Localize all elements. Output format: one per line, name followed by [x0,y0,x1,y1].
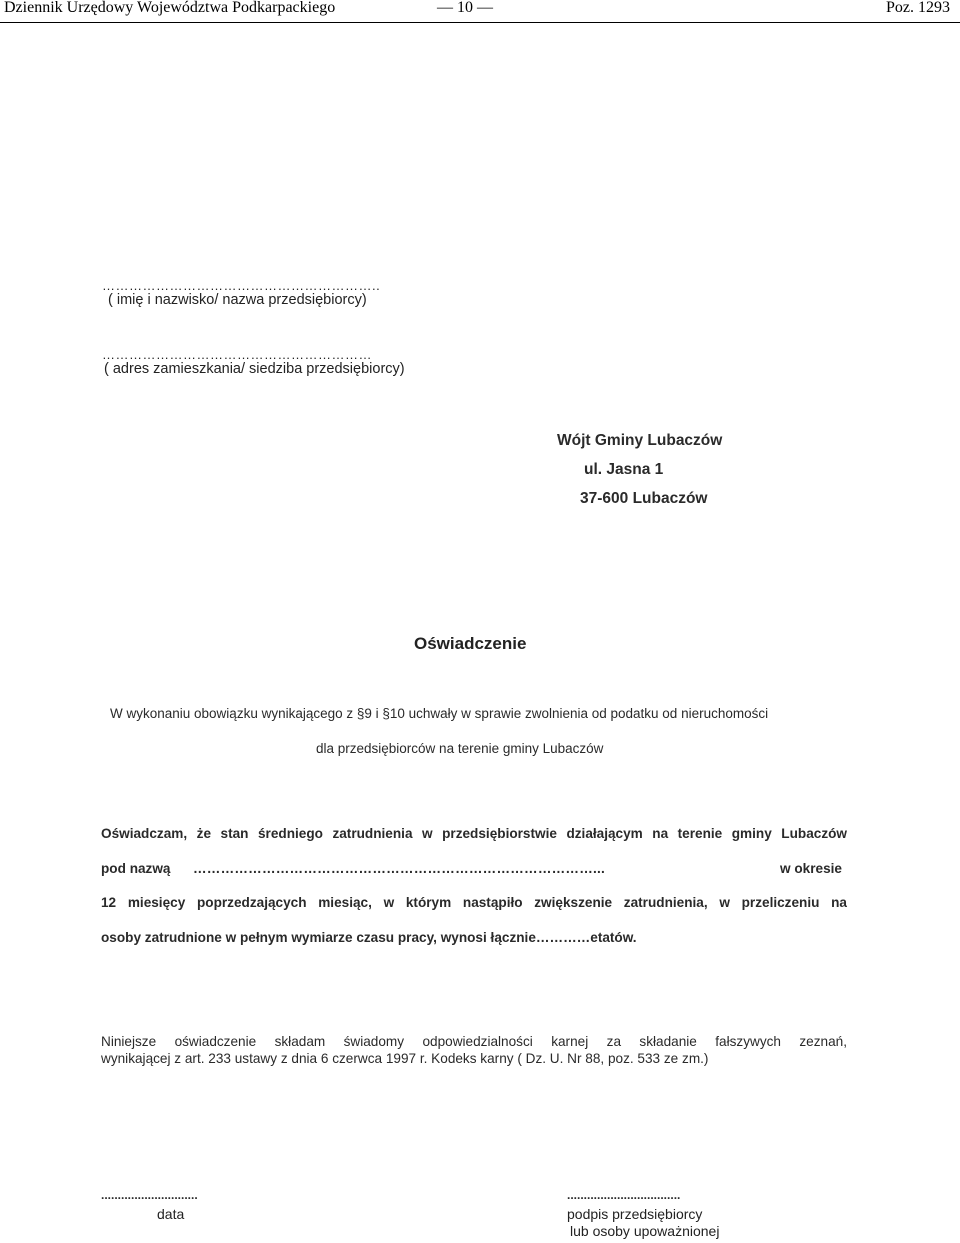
applicant-name-dots: …………………………………………………….. [102,278,381,293]
recipient-line-1: Wójt Gminy Lubaczów [557,432,723,449]
signature-dots: .................................. [567,1188,681,1202]
liability-note-line-1: Niniejsze oświadczenie składam świadomy odpowiedzialności karnej za składanie fałszywych zeznań, [101,1034,847,1049]
page-header [0,0,960,23]
intro-line-1: W wykonaniu obowiązku wynikającego z §9 i §10 uchwały w sprawie zwolnienia od podatku od nieruchomości [110,706,769,721]
date-label: data [157,1206,185,1222]
applicant-address-caption: ( adres zamieszkania/ siedziba przedsiębiorcy) [104,361,405,377]
date-dots: ............................. [101,1188,198,1202]
declaration-line-1: Oświadczam, że stan średniego zatrudnienia w przedsiębiorstwie działającym na terenie gminy Lubaczów [101,826,847,841]
signature-label-1: podpis przedsiębiorcy [567,1206,703,1222]
recipient-line-2: ul. Jasna 1 [584,461,664,478]
company-name-dots: ……………………………………………………………………………... [193,861,605,876]
page-number: — 10 — [437,0,493,16]
document-title: Oświadczenie [414,634,527,653]
journal-title: Dziennik Urzędowy Województwa Podkarpackiego [4,0,336,16]
position-number: Poz. 1293 [886,0,950,16]
declaration-line-2-start: pod nazwą [101,861,171,876]
declaration-line-3: 12 miesięcy poprzedzających miesiąc, w którym nastąpiło zwiększenie zatrudnienia, w przeliczeniu na [101,895,847,910]
intro-line-2: dla przedsiębiorców na terenie gminy Lubaczów [316,741,604,756]
applicant-name-caption: ( imię i nazwisko/ nazwa przedsiębiorcy) [108,292,367,308]
liability-note-line-2: wynikającej z art. 233 ustawy z dnia 6 czerwca 1997 r. Kodeks karny ( Dz. U. Nr 88, poz. 533 ze zm.) [101,1051,709,1066]
signature-label-2: lub osoby upoważnionej [570,1223,720,1239]
declaration-line-2-end: w okresie [780,861,842,876]
declaration-line-4: osoby zatrudnione w pełnym wymiarze czasu pracy, wynosi łącznie…………etatów. [101,930,637,945]
recipient-line-3: 37-600 Lubaczów [580,490,708,507]
applicant-address-dots: …………………………………………………… [102,347,372,362]
